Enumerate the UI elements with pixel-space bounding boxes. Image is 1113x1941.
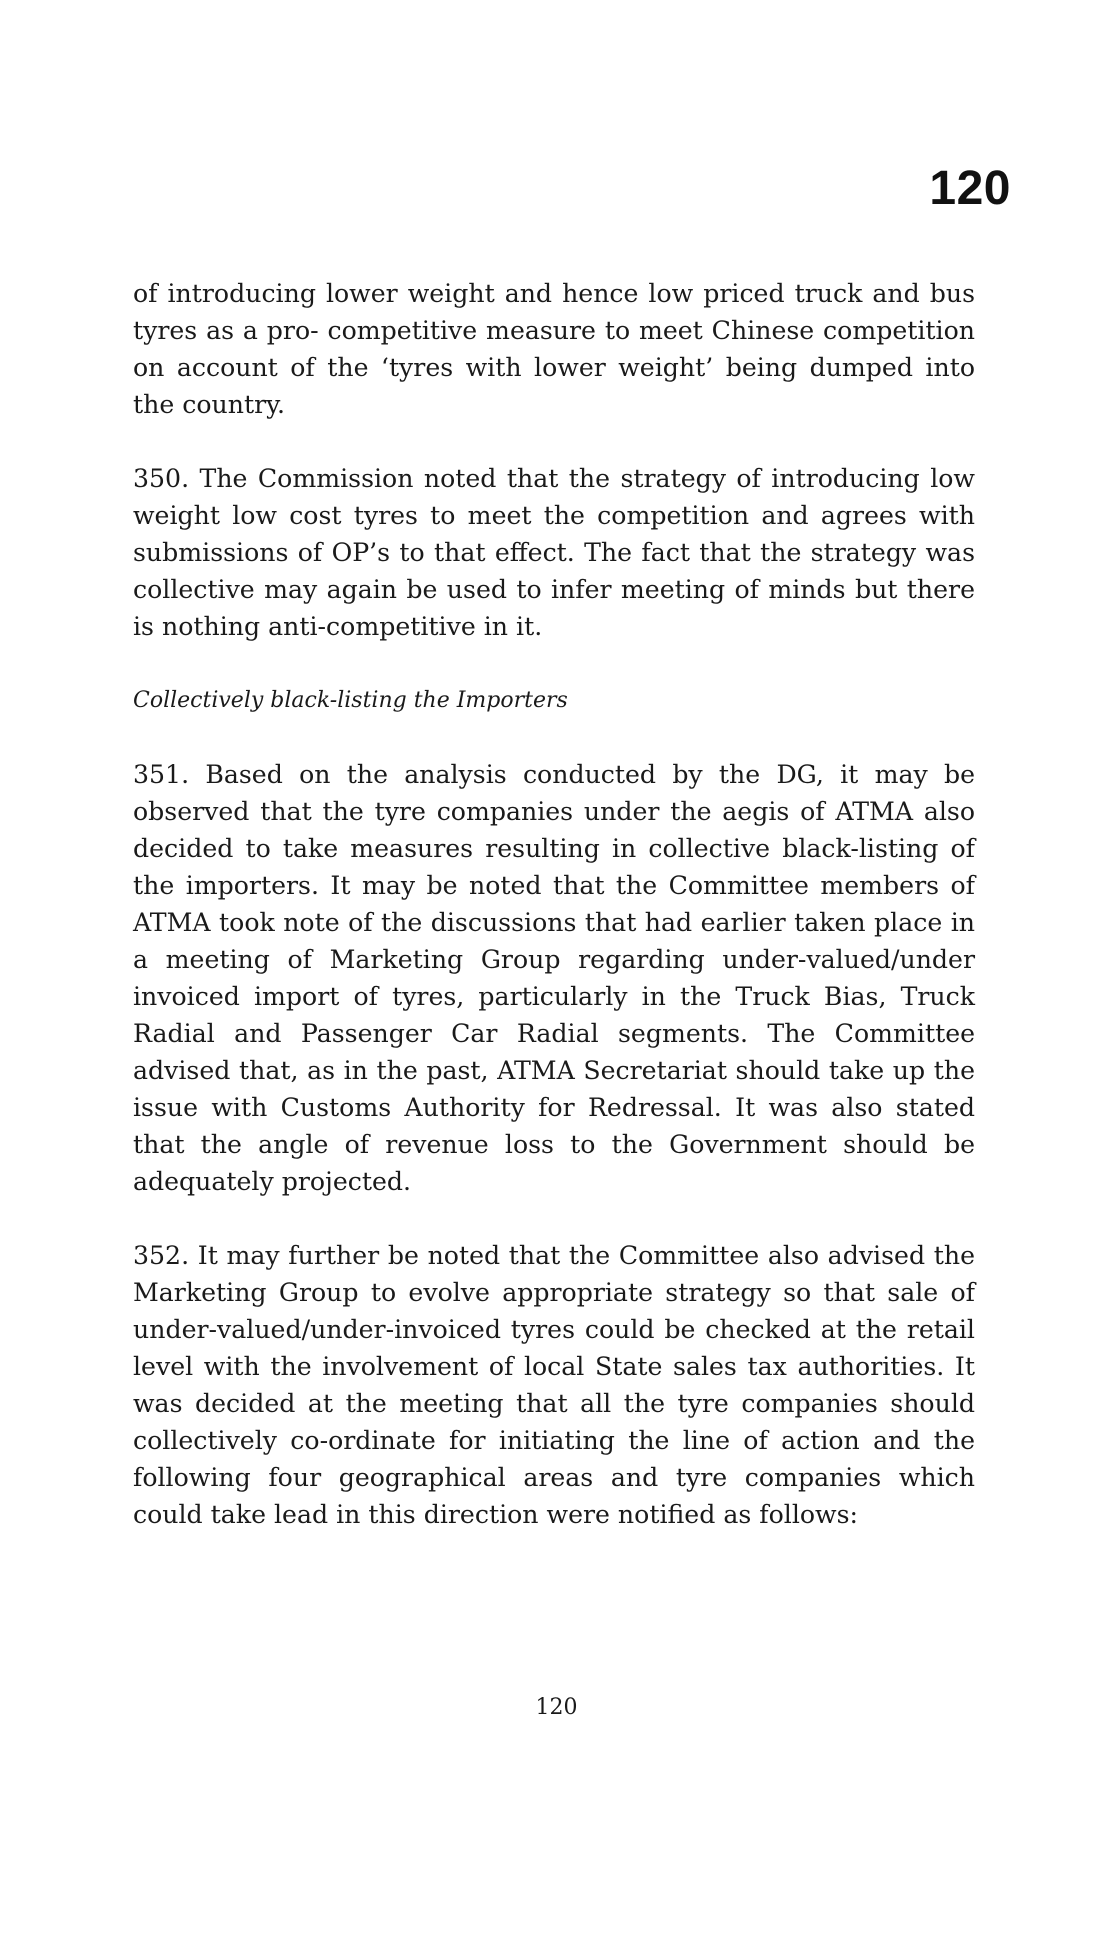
page-number-header: 120 [929,162,1011,215]
section-heading: Collectively black-listing the Importers [133,688,568,713]
paragraph-continuation: of introducing lower weight and hence low priced truck and bus tyres as a pro- competitive measure to meet Chinese competition on account of the ‘tyres with lower weight’ being dumped into the country. [133,279,975,419]
page-number-footer: 120 [535,1695,578,1720]
paragraph-351: 351. Based on the analysis conducted by the DG, it may be observed that the tyre companies under the aegis of ATMA also decided to take measures resulting in collective black-listing of the importers. It may be noted that the Committee members of ATMA took note of the discussions that had earlier taken place in a meeting of Marketing Group regarding under-valued/under invoiced import of tyres, particularly in the Truck Bias, Truck Radial and Passenger Car Radial segments. The Committee advised that, as in the past, ATMA Secretariat should take up the issue with Customs Authority for Redressal. It was also stated that the angle of revenue loss to the Government should be adequately projected. [133,760,975,1196]
paragraph-350: 350. The Commission noted that the strategy of introducing low weight low cost tyres to meet the competition and agrees with submissions of OP’s to that effect. The fact that the strategy was collective may again be used to infer meeting of minds but there is nothing anti-competitive in it. [133,464,975,641]
paragraph-352: 352. It may further be noted that the Committee also advised the Marketing Group to evolve appropriate strategy so that sale of under-valued/under-invoiced tyres could be checked at the retail level with the involvement of local State sales tax authorities. It was decided at the meeting that all the tyre companies should collectively co-ordinate for initiating the line of action and the following four geographical areas and tyre companies which could take lead in this direction were notified as follows: [133,1241,975,1529]
document-body [133,275,975,1533]
